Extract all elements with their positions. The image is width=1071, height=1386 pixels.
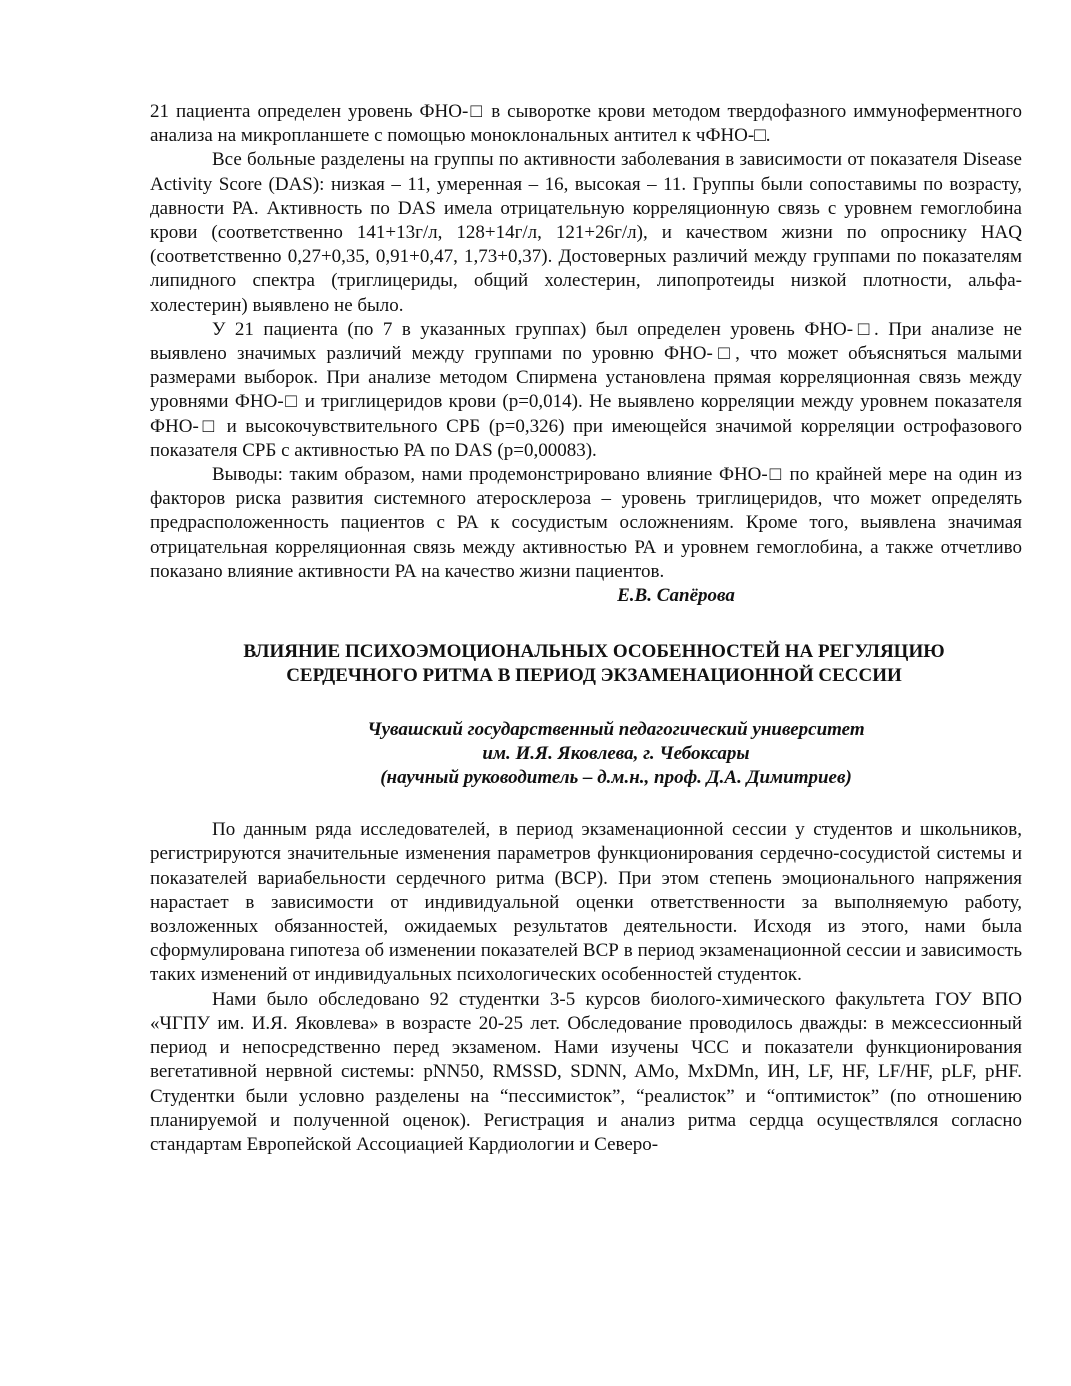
paragraph-tnf-method: 21 пациента определен уровень ФНО-□ в сыворотке крови методом твердофазного иммуноферментного анализа на микропланшете с помощью моноклональных антител к чФНО-□. — [150, 101, 1022, 147]
author-name: Е.В. Сапёрова — [617, 585, 735, 607]
affiliation-line-2: им. И.Я. Яковлева, г. Чебоксары — [482, 743, 750, 765]
paragraph-tnf-analysis: У 21 пациента (по 7 в указанных группах) был определен уровень ФНО-□. При анализе не выявлено значимых различий между группами по уровню ФНО-□, что может объясняться малыми размерами выборок. При анализе методом Спирмена установлена прямая корреляционная связь между уровнями ФНО-□ и триглицеридов крови (р=0,014). Не выявлено корреляции между уровнем показателя ФНО-□ и высокочувствительного СРБ (р=0,326) при имеющейся значимой корреляции острофазового показателя СРБ с активностью РА по DAS (р=0,00083). — [150, 318, 1022, 461]
affiliation-line-3: (научный руководитель – д.м.н., проф. Д.А. Димитриев) — [380, 767, 852, 789]
paragraph-exam-stress: По данным ряда исследователей, в период экзаменационной сессии у студентов и школьников, регистрируются значительные изменения параметров функционирования сердечно-сосудистой системы и показателей вариабельности сердечного ритма (ВСР). При этом степень эмоционального напряжения нарастает в зависимости от индивидуальной оценки ответственности за выполняемую работу, возложенных обязанностей, ожидаемых результатов деятельности. Исходя из этого, нами была сформулирована гипотеза об изменении показателей ВСР в период экзаменационной сессии и зависимость таких изменений от индивидуальных психологических особенностей студенток. — [150, 819, 1022, 986]
article-title-line-1: ВЛИЯНИЕ ПСИХОЭМОЦИОНАЛЬНЫХ ОСОБЕННОСТЕЙ НА РЕГУЛЯЦИЮ — [243, 641, 945, 663]
affiliation-line-1: Чувашский государственный педагогический университет — [367, 719, 865, 741]
paragraph-conclusions: Выводы: таким образом, нами продемонстрировано влияние ФНО-□ по крайней мере на один из факторов риска развития системного атеросклероза – уровень триглицеридов, что может определять предрасположенность пациентов с РА к сосудистым осложнениям. Кроме того, выявлена значимая отрицательная корреляционная связь между активностью РА и уровнем гемоглобина, а также отчетливо показано влияние активности РА на качество жизни пациентов. — [150, 464, 1022, 582]
document-page — [150, 100, 1022, 1157]
affiliation — [150, 718, 1022, 790]
paragraph-das-groups: Все больные разделены на группы по активности заболевания в зависимости от показателя Disease Activity Score (DAS): низкая – 11, умеренная – 16, высокая – 11. Группы были сопоставимы по возрасту, давности РА. Активность по DAS имела отрицательную корреляционную связь с уровнем гемоглобина крови (соответственно 141+13г/л, 128+14г/л, 121+26г/л), и качеством жизни по опроснику HAQ (соответственно 0,27+0,35, 0,91+0,47, 1,73+0,37). Достоверных различий между группами по показателям липидного спектра (триглицериды, общий холестерин, липопротеиды низкой плотности, альфа-холестерин) выявлено не было. — [150, 149, 1022, 316]
article-title — [150, 640, 1022, 688]
paragraph-study-design: Нами было обследовано 92 студентки 3-5 курсов биолого-химического факультета ГОУ ВПО «ЧГПУ им. И.Я. Яковлева» в возрасте 20-25 лет. Обследование проводилось дважды: в межсессионный период и непосредственно перед экзаменом. Нами изучены ЧСС и показатели функционирования вегетативной нервной системы: pNN50, RMSSD, SDNN, AMo, MxDMn, ИН, LF, HF, LF/HF, pLF, pHF. Студентки были условно разделены на “пессимисток”, “реалисток” и “оптимисток” (по отношению планируемой и полученной оценок). Регистрация и анализ ритма сердца осуществлялся согласно стандартам Европейской Ассоциацией Кардиологии и Северо- — [150, 988, 1022, 1155]
article-title-line-2: СЕРДЕЧНОГО РИТМА В ПЕРИОД ЭКЗАМЕНАЦИОННОЙ СЕССИИ — [286, 665, 902, 687]
